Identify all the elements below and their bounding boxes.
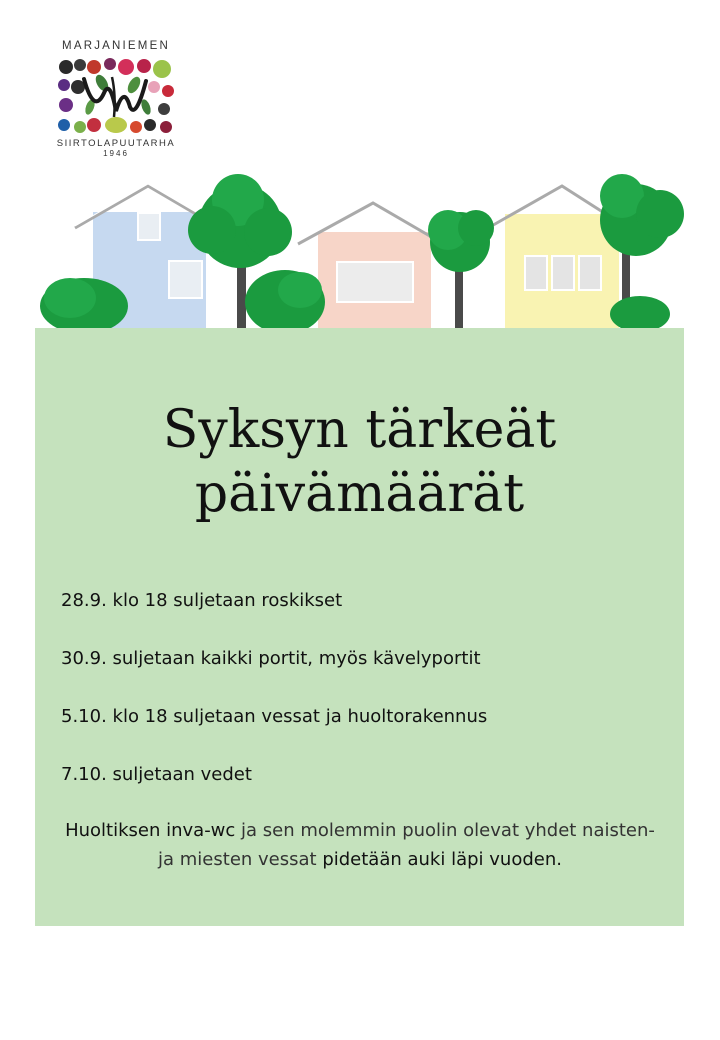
logo-name-top: MARJANIEMEN (62, 40, 170, 52)
date-item: 30.9. suljetaan kaikki portit, myös kävelyportit (61, 648, 481, 669)
tree-middle (428, 210, 494, 330)
title-line-1: Syksyn tärkeät (162, 400, 557, 460)
dates-list (61, 590, 661, 822)
date-item: 28.9. klo 18 suljetaan roskikset (61, 590, 343, 611)
logo-year: 1946 (103, 149, 129, 158)
date-item: 7.10. suljetaan vedet (61, 764, 252, 785)
logo-name-bottom: SIIRTOLAPUUTARHA (56, 138, 176, 149)
note-part-2: ja sen molemmin puolin olevat yhdet naisten- ja miesten vessat (158, 820, 655, 870)
houses-illustration (0, 170, 720, 340)
year-round-note (55, 816, 665, 874)
note-part-1: Huoltiksen inva-wc (65, 820, 236, 841)
date-item: 5.10. klo 18 suljetaan vessat ja huoltorakennus (61, 706, 488, 727)
poster-title (35, 398, 684, 526)
berry-logo-icon (54, 55, 178, 137)
title-line-2: päivämäärät (194, 464, 525, 524)
content-panel (35, 328, 684, 926)
note-part-3: pidetään auki läpi vuoden. (322, 849, 562, 870)
logo (50, 40, 182, 172)
